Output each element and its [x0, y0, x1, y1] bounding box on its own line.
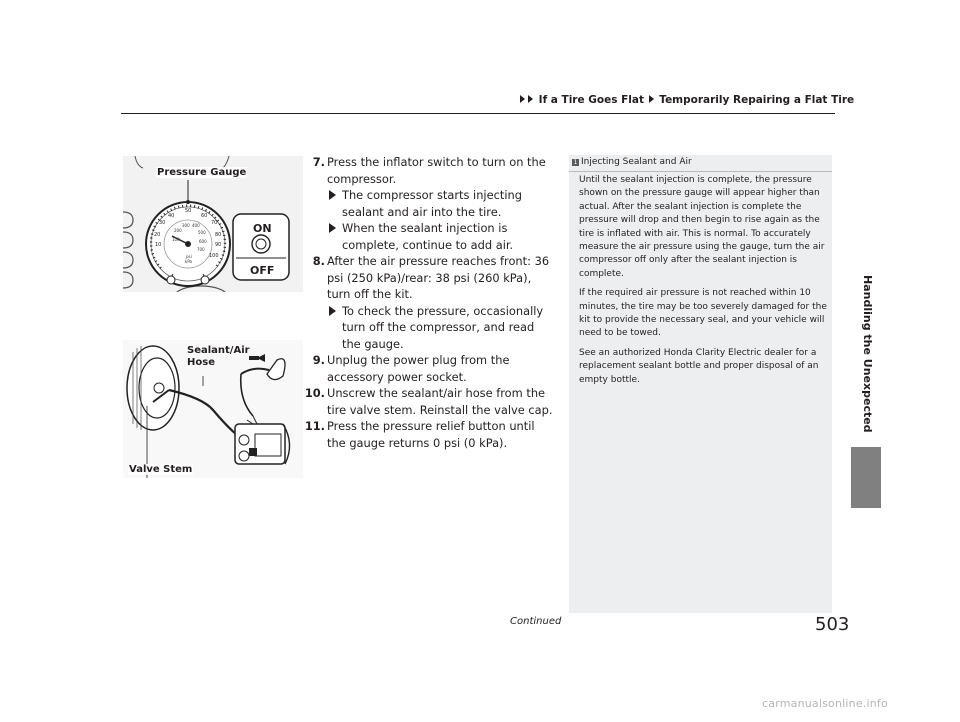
triangle-bullet-icon: [329, 190, 336, 200]
gauge-tick-label: 50: [185, 208, 192, 214]
step-8: [313, 253, 556, 352]
step-substep: [327, 303, 556, 353]
breadcrumb-item-topic: Temporarily Repairing a Flat Tire: [659, 94, 855, 106]
step-number: 11.: [304, 419, 325, 433]
gauge-tick-label: 100: [172, 237, 180, 242]
arrow-right-icon: [649, 95, 654, 103]
pressure-gauge-figure: [123, 156, 303, 292]
substep-text: The compressor starts injecting sealant and air into the tire.: [342, 188, 522, 219]
triangle-bullet-icon: [329, 223, 336, 233]
sealant-hose-figure: [123, 340, 303, 478]
gauge-tick-label: 30: [159, 220, 166, 226]
note-paragraph: Until the sealant injection is complete, the pressure shown on the pressure gauge will appear higher than actual. After the sealant injection is complete the pressure will drop and then begin to rise again as the tire is inflated with air. This is normal. To accurately measure the air pressure using the gauge, turn the air compressor off only after the sealant injection is complete.: [579, 175, 825, 279]
gauge-tick-label: 10: [155, 242, 162, 248]
on-label: ON: [253, 222, 272, 235]
valve-stem-label: Valve Stem: [129, 464, 193, 475]
pressure-gauge-label: Pressure Gauge: [157, 167, 247, 178]
off-label: OFF: [250, 264, 275, 277]
triangle-bullet-icon: [329, 306, 336, 316]
note-box: [569, 155, 832, 613]
gauge-tick-label: 90: [215, 242, 222, 248]
step-11: [304, 418, 556, 451]
arrow-right-icon: [528, 95, 533, 103]
arrow-right-icon: [520, 95, 525, 103]
step-10: [304, 385, 556, 418]
gauge-tick-label: 70: [211, 220, 218, 226]
gauge-tick-label: 80: [215, 232, 222, 238]
step-number: 7.: [312, 155, 325, 169]
step-substep: [327, 220, 556, 253]
gauge-unit-psi: psi: [186, 254, 192, 259]
gauge-tick-label: 300: [182, 223, 190, 228]
step-number: 10.: [304, 386, 325, 400]
gauge-unit-kpa: kPa: [185, 259, 192, 264]
step-text: Unscrew the sealant/air hose from the tire valve stem. Reinstall the valve cap.: [327, 386, 553, 417]
gauge-tick-label: 400: [192, 223, 200, 228]
note-header: [569, 155, 832, 172]
gauge-tick-label: 100: [209, 253, 219, 259]
note-title: Injecting Sealant and Air: [581, 157, 692, 167]
note-paragraph: If the required air pressure is not reached within 10 minutes, the tire may be too severely damaged for the kit to provide the necessary seal, and your vehicle will need to be towed.: [579, 288, 827, 339]
instruction-steps: [304, 154, 556, 451]
breadcrumb-item-section: If a Tire Goes Flat: [538, 94, 644, 106]
step-substep: [327, 187, 556, 220]
page-number: 503: [815, 614, 850, 635]
header-rule: [121, 113, 835, 114]
breadcrumb: [519, 94, 854, 106]
gauge-tick-label: 40: [168, 213, 175, 219]
gauge-tick-label: 500: [198, 230, 206, 235]
gauge-tick-label: 200: [174, 228, 182, 233]
watermark: carmanualsonline.info: [762, 697, 888, 710]
sealant-air-hose-label-line2: Hose: [187, 357, 215, 368]
substep-text: To check the pressure, occasionally turn off the compressor, and read the gauge.: [342, 303, 544, 351]
continued-label: Continued: [510, 616, 562, 627]
gauge-tick-label: 600: [199, 239, 207, 244]
sealant-air-hose-label: Sealant/Air: [187, 345, 250, 356]
step-text: Press the pressure relief button until the gauge returns 0 psi (0 kPa).: [327, 419, 535, 450]
gauge-tick-label: 20: [154, 232, 161, 238]
step-7: [313, 154, 556, 253]
gauge-tick-label: 700: [197, 247, 205, 252]
step-text: Unplug the power plug from the accessory power socket.: [327, 353, 510, 384]
step-9: [313, 352, 556, 385]
gauge-tick-label: 60: [201, 213, 208, 219]
reference-icon: 1: [573, 159, 578, 166]
side-tab-label: Handling the Unexpected: [861, 275, 874, 433]
substep-text: When the sealant injection is complete, continue to add air.: [342, 221, 514, 252]
note-body: [579, 174, 829, 393]
note-paragraph: See an authorized Honda Clarity Electric dealer for a replacement sealant bottle and proper disposal of an empty bottle.: [579, 347, 819, 385]
side-tab-marker: [851, 447, 881, 508]
step-number: 8.: [312, 254, 325, 268]
step-text: Press the inflator switch to turn on the compressor.: [327, 155, 546, 186]
step-text: After the air pressure reaches front: 36 psi (250 kPa)/rear: 38 psi (260 kPa), turn off the kit.: [327, 254, 550, 301]
step-number: 9.: [312, 353, 325, 367]
